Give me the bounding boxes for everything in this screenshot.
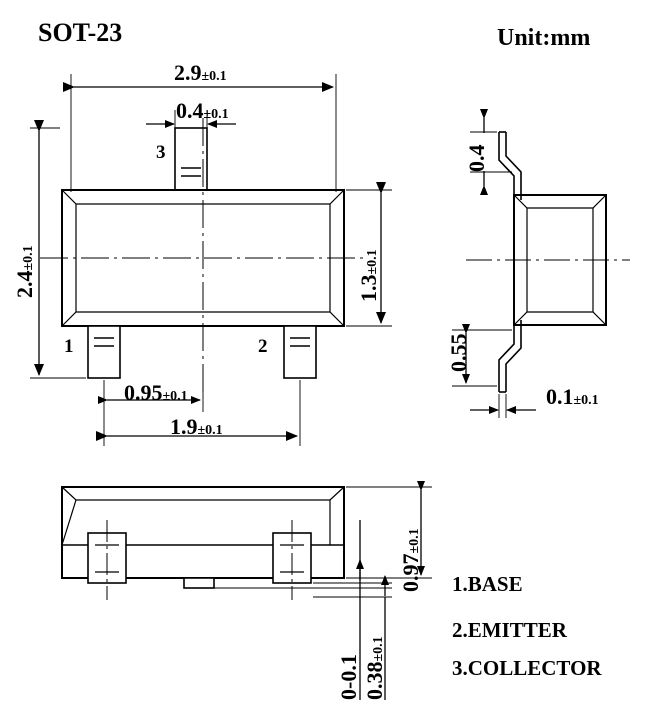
dim-half-pitch: 0.95±0.1 (124, 380, 188, 405)
dim-front-height: 0.97±0.1 (398, 528, 423, 592)
unit-label: Unit:mm (497, 25, 591, 51)
dim-side-foot: 0.1±0.1 (546, 384, 599, 409)
dim-lead-thickness: 0.38±0.1 (362, 636, 387, 700)
dim-top-width: 2.9±0.1 (174, 60, 227, 85)
legend-item-emitter: 2.EMITTER (452, 618, 567, 642)
pin-number-3: 3 (156, 142, 166, 163)
dim-body-height: 2.4±0.1 (12, 245, 37, 298)
dim-full-pitch: 1.9±0.1 (170, 414, 223, 439)
legend-item-collector: 3.COLLECTOR (452, 656, 602, 680)
dim-side-lead-top: 0.4 (464, 144, 489, 172)
dim-body-inner-height: 1.3±0.1 (356, 249, 381, 302)
dim-standoff: 0-0.1 (336, 654, 361, 700)
dim-lead-width: 0.4±0.1 (176, 98, 229, 123)
page-title: SOT-23 (38, 18, 123, 47)
dim-side-lead-bottom: 0.55 (446, 333, 471, 372)
legend-item-base: 1.BASE (452, 572, 523, 596)
pin-number-1: 1 (64, 336, 74, 357)
pin-number-2: 2 (258, 336, 268, 357)
